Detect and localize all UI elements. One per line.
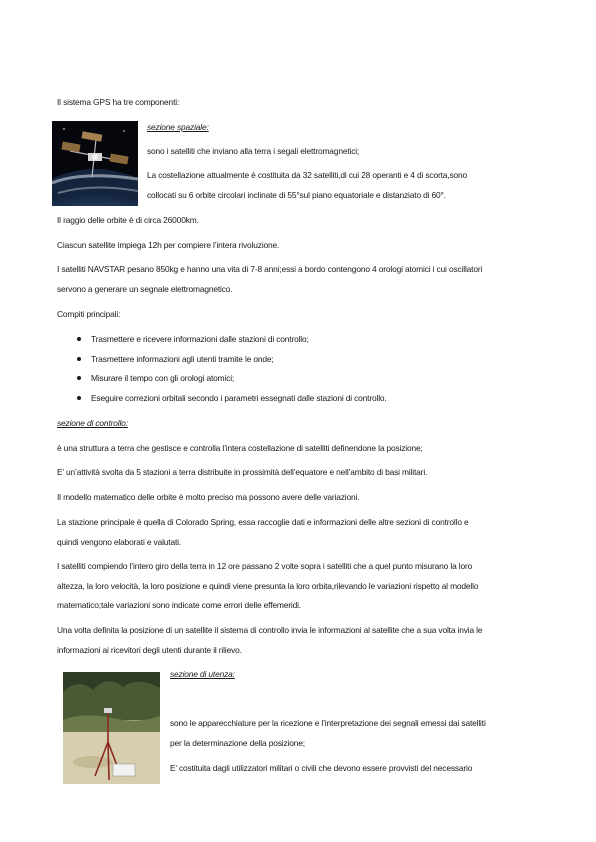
task-item-2: Trasmettere informazioni agli utenti tramite le onde; (91, 354, 274, 364)
bullet-icon (77, 396, 81, 400)
control-p3: Il modello matematico delle orbite è molto preciso ma possono avere delle variazioni. (57, 492, 360, 502)
tripod-icon (63, 672, 160, 784)
control-p4-line2: quindi vengono elaborati e valutati. (57, 537, 182, 547)
control-p4-line1: La stazione principale è quella di Colorado Spring, essa raccoglie dati e informazioni delle altre sezioni di controllo e (57, 517, 469, 527)
user-p1-line1: sono le apparecchiature per la ricezione e l’interpretazione dei segnali emessi dai satelliti (170, 718, 486, 728)
space-p4: Ciascun satellite impiega 12h per compiere l’intera rivoluzione. (57, 240, 280, 250)
space-p2-line2: collocati su 6 orbite circolari inclinate di 55°sul piano equatoriale e distanziato di 60°. (147, 190, 446, 200)
task-item-4: Eseguire correzioni orbitali secondo i parametri essegnati dalle stazioni di controllo. (91, 393, 387, 403)
bullet-icon (77, 376, 81, 380)
intro-text: Il sistema GPS ha tre componenti: (57, 97, 180, 107)
space-p1: sono i satelliti che inviano alla terra i segali elettromagnetici; (147, 146, 360, 156)
control-p5-line1: I satelliti compiendo l’intero giro della terra in 12 ore passano 2 volte sopra i satelliti che a quel punto misurano la loro (57, 561, 473, 571)
space-p5-line1: I satelliti NAVSTAR pesano 850kg e hanno una vita di 7-8 anni;essi a bordo contengono 4 orologi atomici i cui oscillatori (57, 264, 483, 274)
control-p6-line2: informazioni ai ricevitori degli utenti durante il rilievo. (57, 645, 242, 655)
gps-receiver-image (63, 672, 160, 784)
section-space-heading: sezione spaziale: (147, 122, 209, 132)
space-p3: Il raggio delle orbite è di circa 26000km. (57, 215, 199, 225)
control-p2: E’ un’attività svolta da 5 stazioni a terra distribuite in prossimità dell’equatore e nell’ambito di basi militari. (57, 467, 428, 477)
task-item-3: Misurare il tempo con gli orologi atomici; (91, 373, 235, 383)
section-control-heading: sezione di controllo: (57, 418, 128, 428)
tasks-title: Compiti principali: (57, 309, 121, 319)
user-p2: E’ costituita dagli utilizzatori militari o civili che devono essere provvisti del necessario (170, 763, 473, 773)
satellite-icon (52, 121, 138, 206)
space-p5-line2: servono a generare un segnale elettromagnetico. (57, 284, 233, 294)
bullet-icon (77, 357, 81, 361)
control-p6-line1: Una volta definita la posizione di un satellite il sistema di controllo invia le informazioni al satellite che a sua volta invia le (57, 625, 483, 635)
control-p5-line2: altezza, la loro velocità, la loro posizione e quindi viene presunta la loro orbita,rilevando le variazioni rispetto al modello (57, 581, 479, 591)
satellite-image (52, 121, 138, 206)
bullet-icon (77, 337, 81, 341)
control-p5-line3: matematico;tale variazioni sono indicate come errori delle effemeridi. (57, 600, 301, 610)
section-user-heading: sezione di utenza: (170, 669, 235, 679)
user-p1-line2: per la determinazione della posizione; (170, 738, 305, 748)
space-p2-line1: La costellazione attualmente è costituita da 32 satelliti,di cui 28 operanti e 4 di scorta,sono (147, 170, 468, 180)
task-item-1: Trasmettere e ricevere informazioni dalle stazioni di controllo; (91, 334, 309, 344)
control-p1: è una struttura a terra che gestisce e controlla l’intera costellazione di satelliti definendone la posizione; (57, 443, 423, 453)
